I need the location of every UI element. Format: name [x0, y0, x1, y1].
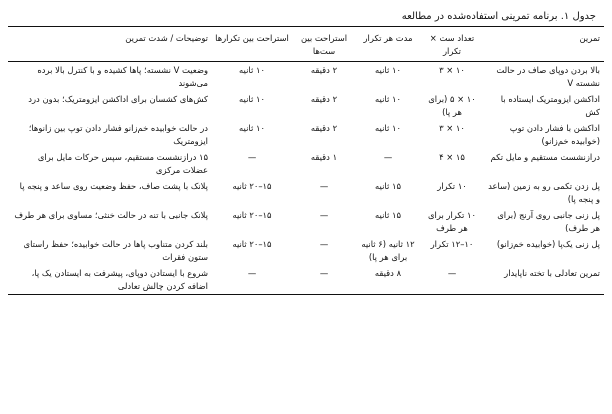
cell-rest-sets: — — [319, 239, 329, 249]
header-row — [8, 27, 604, 62]
cell-rest-sets: ۲ دقیقه — [310, 94, 338, 104]
column-header-rest-reps: استراحت بین تکرارها — [215, 33, 289, 43]
cell-sets-reps: ۱۵ × ۴ — [439, 152, 465, 162]
cell-rest-reps: ۱۰ ثانیه — [239, 65, 265, 75]
cell-exercise: اداکشن با فشار دادن توپ (خوابیده خم‌زانو) — [509, 123, 600, 146]
cell-exercise: درازنشست مستقیم و مایل تکم — [490, 152, 600, 162]
cell-notes: شروع با ایستادن دوپای، پیشرفت به ایستادن یک پا، اضافه کردن چالش تعادلی — [31, 268, 208, 291]
cell-exercise: پل زدن تکمی رو به زمین (ساعد و پنجه پا) — [488, 181, 600, 204]
cell-notes: پلانک با پشت صاف، حفظ وضعیت روی ساعد و پنجه پا — [19, 181, 208, 191]
cell-exercise: تمرین تعادلی با تخته ناپایدار — [504, 268, 600, 278]
cell-exercise: بالا بردن دوپای صاف در حالت نشسته V — [496, 65, 600, 88]
cell-duration: ۱۲ ثانیه (۶ ثانیه برای هر پا) — [361, 239, 415, 262]
exercise-table — [8, 26, 604, 295]
cell-rest-sets: — — [319, 268, 329, 278]
cell-duration: — — [383, 152, 393, 162]
cell-exercise: پل زنی جانبی روی آرنج (برای هر طرف) — [497, 210, 600, 233]
cell-exercise: اداکشن ایزومتریک ایستاده با کش — [500, 94, 600, 117]
table-row — [8, 178, 604, 207]
cell-sets-reps: ۱۰ × ۵ (برای هر پا) — [428, 94, 476, 117]
table-header — [8, 27, 604, 62]
cell-sets-reps: ۱۰ تکرار — [437, 181, 467, 191]
cell-duration: ۱۰ ثانیه — [375, 94, 401, 104]
cell-rest-reps: ۱۵–۲۰ ثانیه — [232, 181, 272, 191]
cell-rest-reps: — — [247, 268, 257, 278]
column-header-notes: توضیحات / شدت تمرین — [125, 33, 208, 43]
cell-rest-sets: ۲ دقیقه — [310, 123, 338, 133]
table-row — [8, 62, 604, 92]
column-header-exercise: تمرین — [579, 33, 600, 43]
table-row — [8, 207, 604, 236]
cell-sets-reps: — — [447, 268, 457, 278]
cell-notes: در حالت خوابیده خم‌زانو فشار دادن توپ بین زانوها؛ ایزومتریک — [28, 123, 208, 146]
cell-duration: ۱۵ ثانیه — [375, 210, 401, 220]
cell-notes: بلند کردن متناوب پاها در حالت خوابیده؛ حفظ راستای ستون فقرات — [23, 239, 208, 262]
cell-notes: پلانک جانبی با تنه در حالت خنثی؛ مساوی برای هر طرف — [14, 210, 208, 220]
table-row — [8, 236, 604, 265]
table-row — [8, 265, 604, 295]
cell-rest-sets: ۱ دقیقه — [310, 152, 338, 162]
table-row — [8, 91, 604, 120]
column-header-rest-sets: استراحت بین ست‌ها — [300, 33, 348, 56]
cell-duration: ۱۵ ثانیه — [375, 181, 401, 191]
table-row — [8, 149, 604, 178]
cell-rest-reps: ۱۰ ثانیه — [239, 94, 265, 104]
cell-duration: ۱۰ ثانیه — [375, 65, 401, 75]
cell-duration: ۸ دقیقه — [374, 268, 402, 278]
cell-rest-sets: — — [319, 181, 329, 191]
cell-notes: کش‌های کشسان برای اداکشن ایزومتریک؛ بدون درد — [28, 94, 208, 104]
cell-exercise: پل زنی یک‌پا (خوابیده خم‌زانو) — [496, 239, 600, 249]
cell-notes: وضعیت V نشسته؛ پاها کشیده و با کنترل بالا برده می‌شوند — [37, 65, 208, 88]
cell-sets-reps: ۱۰–۱۲ تکرار — [430, 239, 474, 249]
cell-sets-reps: ۱۰ × ۳ — [439, 65, 465, 75]
cell-rest-reps: ۱۰ ثانیه — [239, 123, 265, 133]
cell-duration: ۱۰ ثانیه — [375, 123, 401, 133]
column-header-sets-reps: تعداد ست × تکرار — [429, 33, 475, 56]
cell-rest-reps: — — [247, 152, 257, 162]
column-header-duration: مدت هر تکرار — [363, 33, 413, 43]
table-body — [8, 62, 604, 295]
table-caption: جدول ۱. برنامه تمرینی استفاده‌شده در مطالعه — [401, 11, 596, 22]
cell-sets-reps: ۱۰ تکرار برای هر طرف — [427, 210, 477, 233]
cell-notes: ۱۵ درازنشست مستقیم، سپس حرکات مایل برای عضلات مرکزی — [37, 152, 208, 175]
cell-sets-reps: ۱۰ × ۳ — [439, 123, 465, 133]
cell-rest-reps: ۱۵–۲۰ ثانیه — [232, 239, 272, 249]
cell-rest-sets: — — [319, 210, 329, 220]
table-row — [8, 120, 604, 149]
cell-rest-reps: ۱۵–۲۰ ثانیه — [232, 210, 272, 220]
cell-rest-sets: ۲ دقیقه — [310, 65, 338, 75]
